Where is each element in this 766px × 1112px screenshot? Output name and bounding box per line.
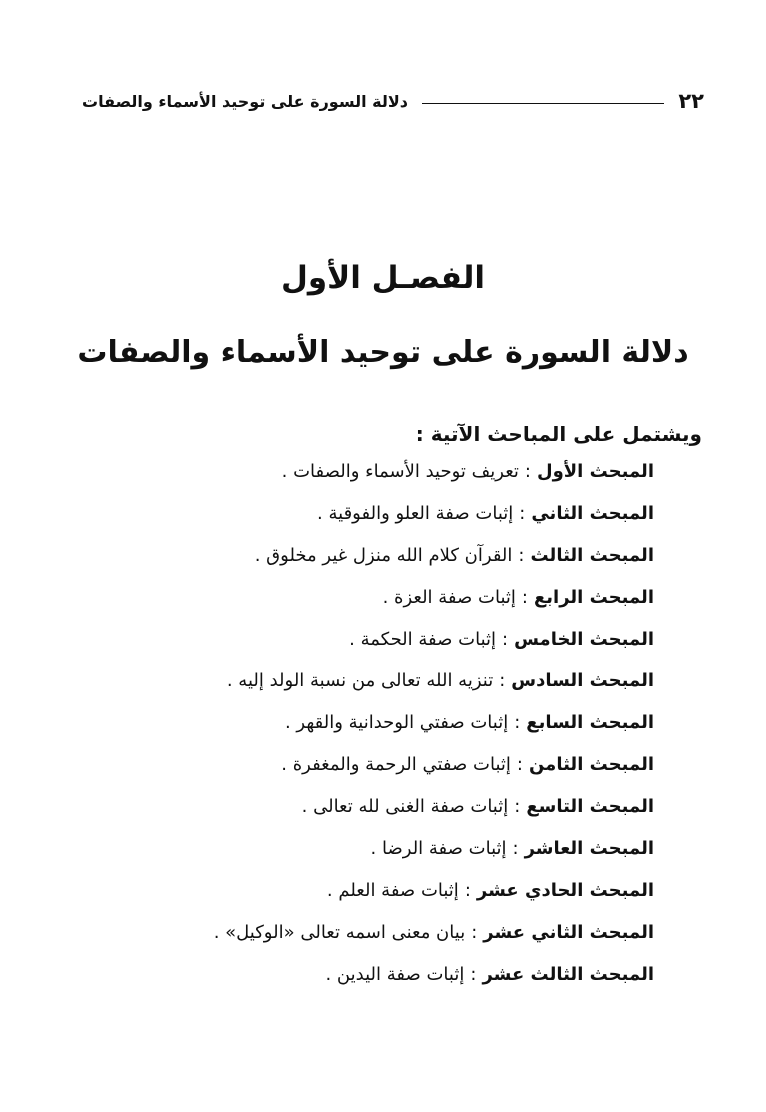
topic-item [214,790,654,832]
topic-item [214,958,654,1000]
topic-item [214,874,654,916]
topic-separator: : [524,461,531,482]
topic-item [214,623,654,665]
topic-label: المبحث السابع [526,712,654,734]
topic-item [214,455,654,497]
topic-label: المبحث الثالث [530,544,654,566]
topic-label: المبحث الرابع [534,586,654,608]
topic-item [214,916,654,958]
topic-label: المبحث الخامس [514,628,654,650]
topic-item [214,706,654,748]
topic-separator: : [464,879,471,901]
topic-separator: : [521,586,528,608]
topic-label: المبحث التاسع [526,796,654,818]
topic-separator: : [512,838,519,860]
topic-text: إثبات صفة الغنى لله تعالى . [301,796,509,818]
topic-item [214,581,654,623]
topics-list [214,455,654,1000]
topic-label: المبحث الأول [536,461,654,482]
topic-label: المبحث الحادي عشر [476,879,654,901]
topic-separator: : [499,670,506,692]
topic-item [214,539,654,581]
topic-text: بيان معنى اسمه تعالى «الوكيل» . [213,921,466,943]
topic-separator: : [470,963,477,985]
topic-text: إثبات صفة اليدين . [325,963,465,985]
running-title: دلالة السورة على توحيد الأسماء والصفات [82,91,408,111]
topic-separator: : [519,502,526,524]
header-rule [422,103,664,104]
topic-separator: : [518,544,525,566]
topic-separator: : [514,712,521,734]
topic-text: إثبات صفة العزة . [382,586,516,608]
topic-text: إثبات صفتي الرحمة والمغفرة . [281,754,511,776]
topic-label: المبحث الثالث عشر [482,963,654,985]
topic-label: المبحث العاشر [524,838,654,860]
topic-label: المبحث الثاني [531,502,654,524]
topic-separator: : [516,754,523,776]
topic-text: القرآن كلام الله منزل غير مخلوق . [254,544,513,566]
topic-text: تنزيه الله تعالى من نسبة الولد إليه . [226,670,494,692]
topic-separator: : [514,796,521,818]
topic-label: المبحث الثاني عشر [483,921,654,943]
chapter-heading: الفصـل الأول [280,260,486,296]
topic-item [214,664,654,706]
topic-text: إثبات صفة العلو والفوقية . [317,502,514,524]
topic-separator: : [502,628,509,650]
topic-label: المبحث السادس [511,670,654,692]
topic-item [214,832,654,874]
intro-line: ويشتمل على المباحث الآتية : [415,422,702,446]
topic-item [214,497,654,539]
topic-text: إثبات صفتي الوحدانية والقهر . [284,712,509,734]
topic-label: المبحث الثامن [528,754,654,776]
topic-text: إثبات صفة الرضا . [370,838,507,860]
topic-text: إثبات صفة الحكمة . [349,628,497,650]
topic-item [214,748,654,790]
topic-text: إثبات صفة العلم . [326,879,459,901]
topic-text: تعريف توحيد الأسماء والصفات . [281,461,519,482]
running-header [82,86,704,116]
topic-separator: : [471,921,478,943]
page-number: ٢٢ [678,89,704,113]
chapter-subtitle: دلالة السورة على توحيد الأسماء والصفات [77,335,689,370]
